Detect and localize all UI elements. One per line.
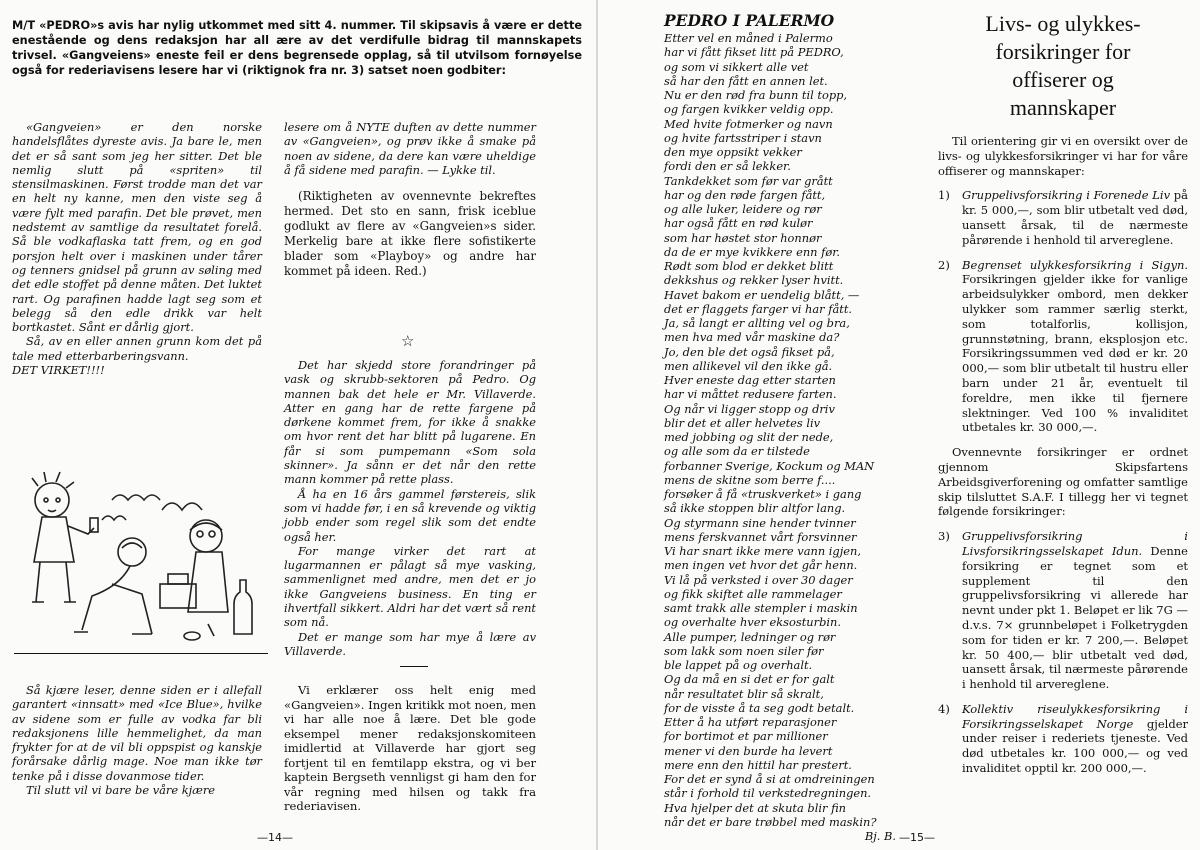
poem-line: og alle som da er tilstede [664, 444, 810, 459]
poem-line: med jobbing og slit der nede, [664, 430, 834, 444]
item-text: på kr. 5 000,—, som blir utbetalt ved død, uansett årsak, til de nærmeste pårørende i henhold til arvereglene. [962, 188, 1188, 247]
star-separator: ☆ [401, 332, 415, 350]
poem-line: mens ferskvannet vårt forsvinner [664, 529, 857, 544]
poem-line: mener vi den burde ha levert [664, 743, 833, 758]
item-number: 3) [938, 529, 950, 544]
insurance-item [938, 258, 1188, 436]
poem-column [664, 12, 926, 843]
cartoon-illustration [12, 460, 270, 650]
poem-line: og fikk skiftet alle rammelager [664, 586, 842, 601]
left-column-2-lower [284, 358, 536, 658]
item-title: Gruppelivsforsikring i Livsforsikringsselskapet Idun. [962, 529, 1188, 558]
poem-line: for de visste å ta seg godt betalt. [664, 700, 855, 715]
article-paragraph: «Gangveien» er den norske handelsflåtes dyreste avis. Ja bare le, men det er så sant som jeg her sitter. Det ble nemlig slutt på «spriten» til stensilmaskinen. Først trodde man det var en helt ny kanne, men den viste seg å være fylt med parafin. Det ble prøvet, men nedstemt av samtlige da resultatet forelå. Så ble vodkaflaska tatt frem, og en god porsjon helt over i maskinen under tårer og tenners gnidsel på grunn av søling med det edle stoffet på denne måten. Det luktet rart. Og parafinen hadde lagt seg som et belegg så den edle drikk var helt bortkastet. Sånt er dårlig gjort. [12, 120, 262, 335]
poem-line: ble lappet på og overhalt. [664, 658, 813, 672]
item-number: 4) [938, 701, 950, 716]
insurance-title-line: mannskaper [1009, 95, 1117, 120]
insurance-item [938, 188, 1188, 247]
insurance-middle: Ovennevnte forsikringer er ordnet gjennom Skipsfartens Arbeidsgiverforening og omfatter samtlige skip tilsluttet S.A.F. I tillegg her vi tegnet følgende forsikringer: [938, 445, 1188, 519]
poem-line: Havet bakom er uendelig blått, — [664, 287, 860, 302]
item-text: Denne forsikring er tegnet som et supplement til den gruppelivsforsikring vi allerede har nevnt under pkt 1. Beløpet er lik 7G — d.v.s. 7× grunnbeløpet i Folketrygden som for tiden er kr. 7 200,—. Beløpet kr. 50 400,— blir utbetalt ved død, uansett årsak, til nærmeste pårørende i henhold til arvereglene. [962, 543, 1188, 692]
poem-line: Rødt som blod er dekket blitt [664, 259, 834, 273]
article-paragraph: Det er mange som har mye å lære av Villaverde. [284, 629, 536, 658]
poem-line: Vi lå på verksted i over 30 dager [664, 572, 853, 587]
poem-line: Og styrmann sine hender tvinner [664, 515, 856, 530]
poem-line: som har høstet stor honnør [664, 230, 822, 245]
poem-line: men hva med vår maskine da? [664, 330, 840, 345]
insurance-item [938, 529, 1188, 692]
poem-line: Og når vi ligger stopp og driv [664, 401, 835, 416]
poem-line: for bortimot et par millioner [664, 729, 828, 744]
poem-line: Og da må en si det er for galt [664, 672, 835, 687]
right-page [598, 0, 1200, 850]
poem-line: har og den røde fargen fått, [664, 187, 826, 202]
poem-line: og overhalte hver eksosturbin. [664, 615, 841, 630]
poem-line: mere enn den hittil har prestert. [664, 757, 852, 772]
insurance-title-line: forsikringer for [995, 39, 1131, 64]
poem-line: det er flaggets farger vi har fått. [664, 301, 853, 316]
poem-line: Alle pumper, ledninger og rør [664, 629, 836, 644]
poem-line: har også fått en rød kulør [664, 216, 813, 231]
poem-line: så har den fått en annen let. [664, 73, 828, 88]
poem-line: og fargen kvikker veldig opp. [664, 102, 834, 117]
poem-line: den mye oppsikt vekker [664, 145, 802, 159]
poem-line: dekkshus og rekker lyser hvitt. [664, 273, 844, 288]
article-paragraph: Å ha en 16 års gammel førstereis, slik som vi hadde før, i en så krevende og viktig jobb ender som regel slik som det endte også her. [284, 486, 536, 544]
insurance-title-line: offiserer og [1012, 67, 1114, 92]
article-paragraph: Vi erklærer oss helt enig med «Gangveien». Ingen kritikk mot noen, men vi har alle noe å lære. Det ble gode eksempel mener redaksjonskomiteen imidlertid at Villaverde har gjort seg fortjent til en femtilapp ekstra, og vi ber kaptein Bergseth vennligst gi ham den for vår regning med hilsen og takk fra rederiavisen. [284, 683, 536, 813]
illustration-bottom-rule [14, 653, 268, 654]
poem-line: når resultatet blir så skralt, [664, 686, 824, 701]
poem-line: Ja, så langt er allting vel og bra, [664, 316, 850, 330]
poem-line: forsøker å få «truskverket» i gang [664, 487, 862, 501]
left-column-2 [284, 120, 536, 279]
poem-line: Hver eneste dag etter starten [664, 373, 836, 387]
poem-signature: Bj. B. [864, 829, 896, 843]
poem-line: men ingen vet hvor det går henn. [664, 558, 858, 573]
item-title: Kollektiv riseulykkesforsikring i Forsikringsselskapet Norge [962, 701, 1188, 731]
article-paragraph: Så kjære leser, denne siden er i allefall garantert «innsatt» med «Ice Blue», hvilke av sidene som er fulle av vodka far bli redaksjonens lille hemmelighet, da man frykter for at de vil bli oppspist og kanskje forårsake dårlig mage. Noe man ikke tør tenke på i disse dovanmose tider. [12, 683, 262, 783]
page-number-right: —15— [899, 831, 935, 844]
poem-line: har vi fått fikset litt på PEDRO, [664, 45, 844, 60]
poem-title: PEDRO I PALERMO [664, 11, 835, 30]
insurance-item [938, 702, 1188, 776]
poem-line: Etter å ha utført reparasjoner [664, 715, 837, 729]
poem-line: Etter vel en måned i Palermo [664, 31, 833, 45]
left-column-1-bottom [12, 683, 262, 797]
intro-paragraph: M/T «PEDRO»s avis har nylig utkommet med sitt 4. nummer. Til skipsavis å være er dette enestående og dens redaksjon har all ære av det verdifulle bidrag til mannskapets trivsel. «Gangveiens» eneste feil er dens begrensede opplag, så til utvilsom fornøyelse også for rederiavisens lesere har vi (riktignok fra nr. 3) satset noen godbiter: [12, 19, 582, 78]
article-paragraph: Det har skjedd store forandringer på vask og skrubb-sektoren på Pedro. Og mannen bak det hele er Mr. Villaverde. Atter en gang har de rette fargene på dørkene kommet frem, for ikke å snakke om hvor rent det har blitt på lugarene. En får si som pumpemann «Som sola skinner». Ja sånn er det når den rette mann kommer på rette plass. [284, 358, 536, 487]
poem-line: samt trakk alle stempler i maskin [664, 601, 858, 615]
poem-lines [664, 31, 926, 829]
insurance-list-2 [938, 529, 1188, 776]
insurance-title-line: Livs- og ulykkes- [985, 11, 1141, 36]
article-paragraph: Til slutt vil vi bare be våre kjære [26, 783, 216, 798]
item-number: 1) [938, 188, 950, 203]
poem-line: som lakk som noen siler før [664, 643, 824, 658]
poem-line: For det er synd å si at omdreiningen [664, 772, 875, 786]
left-column-1 [12, 120, 262, 377]
page-number-left: —14— [257, 831, 293, 844]
poem-line: står i forhold til verkstedregningen. [664, 786, 872, 801]
section-rule [400, 666, 428, 667]
poem-line: Tankdekket som før var grått [664, 173, 833, 188]
insurance-list-1 [938, 188, 1188, 435]
poem-line: da de er mye kvikkere enn før. [664, 244, 841, 259]
item-title: Begrenset ulykkesforsikring i Sigyn. [962, 257, 1188, 272]
poem-line: Med hvite fotmerker og navn [664, 116, 833, 131]
article-paragraph: DET VIRKET!!!! [12, 363, 105, 378]
item-title: Gruppelivsforsikring i Forenede Liv [962, 188, 1171, 203]
item-text: gjelder under reiser i rederiets tjeneste. Ved død utbetales kr. 100 000,— og ved invaliditet opptil kr. 200 000,—. [962, 716, 1189, 776]
left-page [0, 0, 598, 850]
editor-note: (Riktigheten av ovennevnte bekreftes hermed. Det sto en sann, frisk iceblue godlukt av flere av «Gangveien»s sider. Merkelig bare at ikke flere sofistikerte blader som «Playboy» og andre har kommet på ideen. Red.) [284, 189, 536, 279]
poem-line: og som vi sikkert alle vet [664, 59, 809, 74]
item-number: 2) [938, 257, 950, 272]
poem-line: og hvite fartsstriper i stavn [664, 130, 822, 145]
poem-line: forbanner Sverige, Kockum og MAN [664, 458, 875, 473]
insurance-article [938, 10, 1188, 786]
article-paragraph: Så, av en eller annen grunn kom det på tale med etterbarberingsvann. [12, 334, 262, 363]
poem-line: og alle luker, leidere og rør [664, 202, 822, 216]
poem-line: har vi måttet redusere farten. [664, 387, 837, 402]
poem-line: mens de skitne som berre f.... [664, 472, 836, 487]
poem-line: fordi den er så lekker. [664, 159, 791, 174]
article-paragraph: For mange virker det rart at lugarmannen er pålagt så mye vasking, sammenlignet med andre, men det er jo ikke Gangveiens business. En ting er ihvertfall sikkert. Aldri har det vært så rent som nå. [284, 543, 536, 630]
poem-line: Hva hjelper det at skuta blir fin [664, 800, 846, 815]
insurance-intro: Til orientering gir vi en oversikt over de livs- og ulykkesforsikringer vi har for våre offiserer og mannskaper: [938, 134, 1188, 178]
item-text: Forsikringen gjelder ikke for vanlige arbeidsulykker ombord, men dekker ulykker som rammer særlig sterkt, som totalforlis, kollisjon, grunnstøtning, brann, eksplosjon etc. Forsikringssummen ved død er kr. 20 000,— som blir utbetalt til hustru eller barn under 21 år, eventuelt til foreldre, men ikke til fjernere slektninger. Ved 100 % invaliditet utbetales kr. 30 000,—. [962, 272, 1188, 435]
article-paragraph: lesere om å NYTE duften av dette nummer av «Gangveien», og prøv ikke å smake på noen av sidene, da dere kan være uheldige å få sidene med parafin. — Lykke til. [284, 120, 536, 177]
left-column-2-bottom [284, 683, 536, 814]
poem-line: Jo, den ble det også fikset på, [664, 344, 835, 359]
poem-line: blir det et aller helvetes liv [664, 415, 821, 430]
poem-line: så ikke stoppen blir altfor lang. [664, 501, 846, 516]
poem-line: men allikevel vil den ikke gå. [664, 358, 833, 373]
poem-line: når det er bare trøbbel med maskin? [664, 814, 877, 829]
insurance-title [938, 10, 1188, 122]
poem-line: Vi har snart ikke mere vann igjen, [664, 544, 861, 558]
poem-line: Nu er den rød fra bunn til topp, [664, 88, 848, 102]
